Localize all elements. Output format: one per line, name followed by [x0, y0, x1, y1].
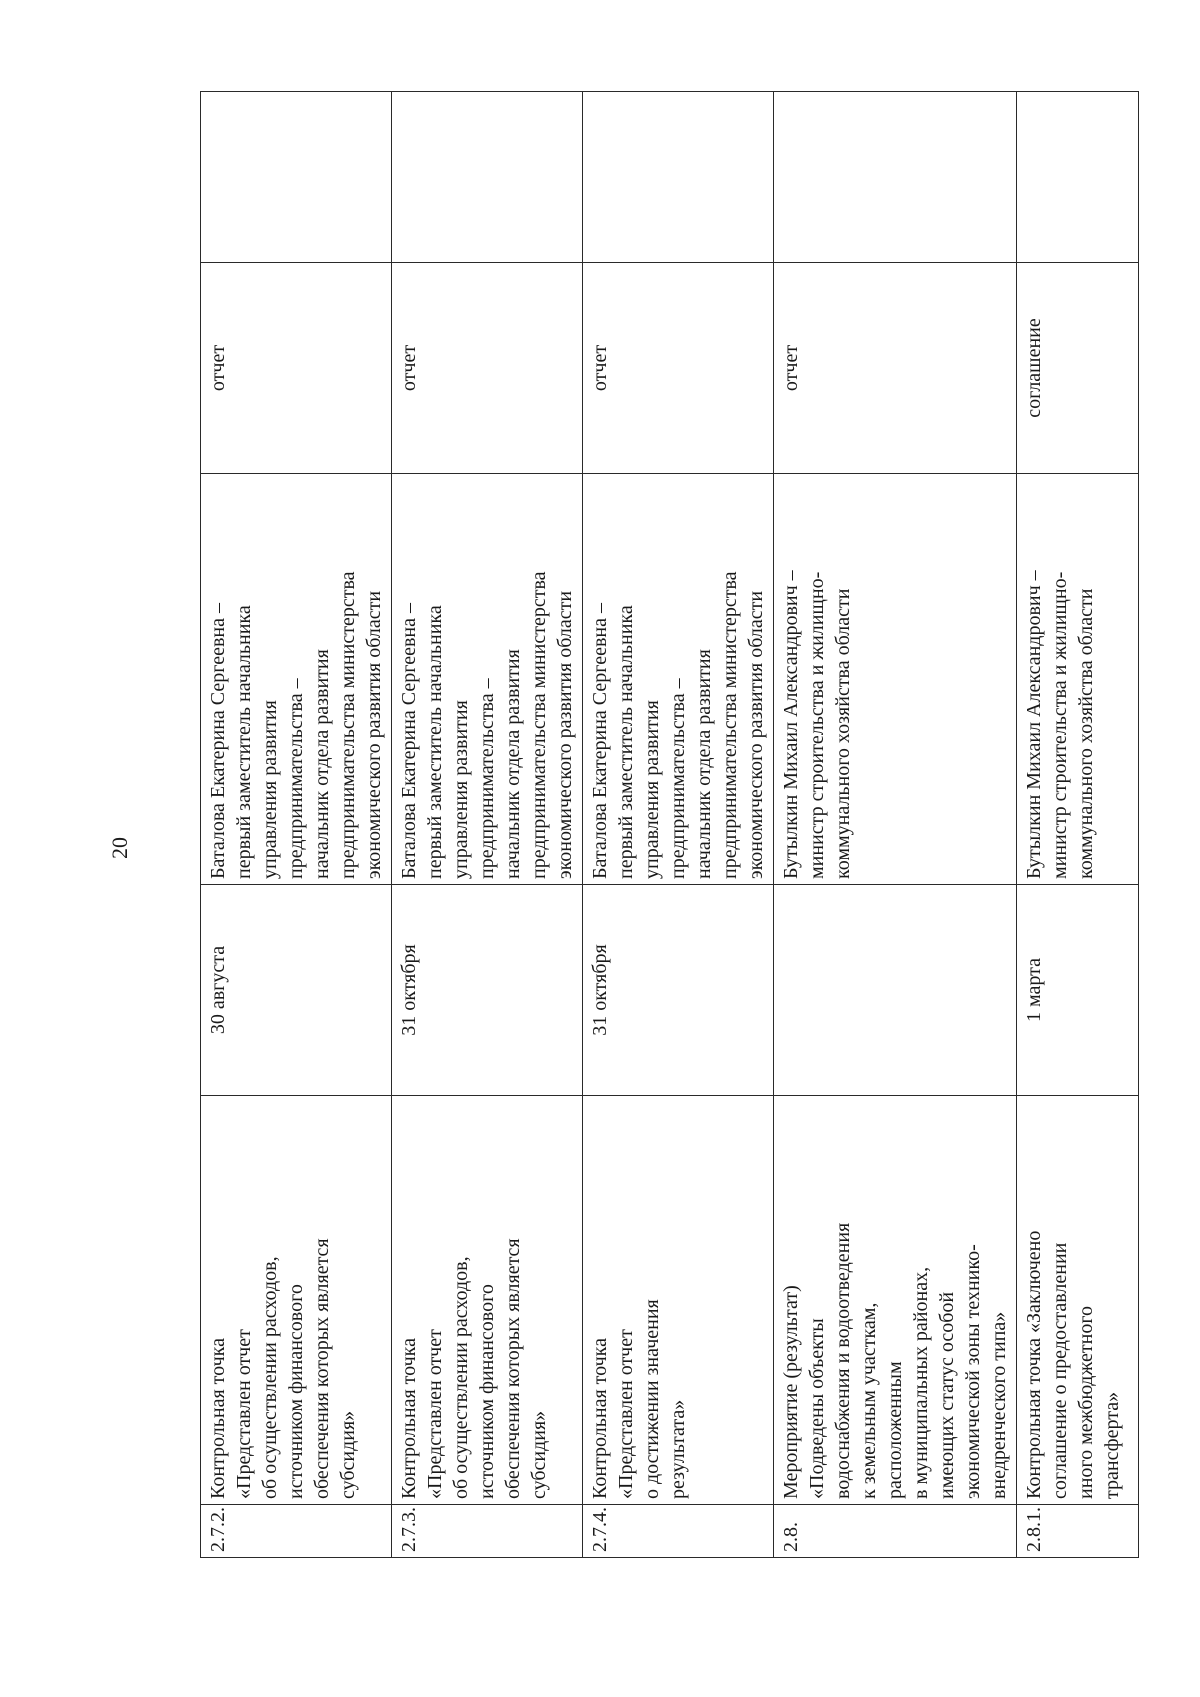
empty-cell: [774, 92, 1017, 263]
responsible-line: Баталова Екатерина Сергеевна –: [398, 603, 420, 879]
event-name-line: источником финансового: [476, 1284, 498, 1499]
event-name-line: «Представлен отчет: [615, 1329, 637, 1499]
table-row: [774, 92, 1017, 1558]
event-name-line: субсидия»: [528, 1410, 550, 1499]
event-name-line: «Представлен отчет: [424, 1329, 446, 1499]
event-name-line: в муниципальных районах,: [910, 1266, 932, 1499]
responsible-line: Бутылкин Михаил Александрович –: [780, 570, 802, 879]
event-name-line: «Подведены объекты: [806, 1318, 828, 1499]
event-name-line: Контрольная точка: [398, 1338, 420, 1499]
responsible-line: министр строительства и жилищно-: [1049, 571, 1071, 879]
responsible-cell: [392, 474, 583, 885]
event-name-cell: [1017, 1096, 1139, 1505]
responsible-line: предпринимательства министерства: [528, 571, 550, 879]
event-name-cell: [201, 1096, 392, 1505]
event-name-line: к земельным участкам,: [858, 1302, 880, 1499]
event-name-line: расположенным: [884, 1361, 906, 1499]
event-name-line: источником финансового: [285, 1284, 307, 1499]
responsible-cell: [774, 474, 1017, 885]
event-name-line: Мероприятие (результат): [780, 1285, 802, 1499]
deadline-date: 1 марта: [1017, 885, 1139, 1096]
document-type: отчет: [583, 263, 774, 474]
document-type: отчет: [774, 263, 1017, 474]
responsible-line: экономического развития области: [745, 590, 767, 879]
empty-cell: [1017, 92, 1139, 263]
responsible-line: управления развития: [259, 700, 281, 879]
event-name-line: соглашение о предоставлении: [1049, 1242, 1071, 1499]
event-name-line: имеющих статус особой: [936, 1291, 958, 1499]
responsible-line: предпринимательства –: [285, 678, 307, 879]
event-name-line: иного межбюджетного: [1075, 1305, 1097, 1499]
responsible-cell: [1017, 474, 1139, 885]
responsible-line: Баталова Екатерина Сергеевна –: [589, 603, 611, 879]
event-name-cell: [583, 1096, 774, 1505]
responsible-line: начальник отдела развития: [311, 649, 333, 879]
event-name-line: экономической зоны технико-: [962, 1244, 984, 1499]
event-name-line: о достижении значения: [641, 1299, 663, 1499]
deadline-date: 31 октября: [392, 885, 583, 1096]
event-name-line: об осуществлении расходов,: [259, 1256, 281, 1499]
responsible-line: первый заместитель начальника: [424, 605, 446, 879]
responsible-cell: [201, 474, 392, 885]
event-name-line: Контрольная точка: [207, 1338, 229, 1499]
event-name-line: «Представлен отчет: [233, 1329, 255, 1499]
table-row: [201, 92, 392, 1558]
deadline-date: 30 августа: [201, 885, 392, 1096]
empty-cell: [201, 92, 392, 263]
responsible-line: министр строительства и жилищно-: [806, 571, 828, 879]
responsible-line: экономического развития области: [363, 590, 385, 879]
event-name-line: об осуществлении расходов,: [450, 1256, 472, 1499]
event-name-line: результата»: [667, 1399, 689, 1499]
responsible-line: предпринимательства министерства: [337, 571, 359, 879]
empty-cell: [392, 92, 583, 263]
responsible-line: предпринимательства министерства: [719, 571, 741, 879]
event-name-cell: [774, 1096, 1017, 1505]
row-number: 2.8.1.: [1017, 1505, 1139, 1558]
row-number: 2.7.4.: [583, 1505, 774, 1558]
table-row: [1017, 92, 1139, 1558]
document-type: отчет: [392, 263, 583, 474]
table-rotation-wrapper: [200, 158, 1123, 1558]
responsible-line: предпринимательства –: [476, 678, 498, 879]
responsible-line: коммунального хозяйства области: [1075, 588, 1097, 879]
event-name-line: обеспечения которых является: [502, 1238, 524, 1499]
responsible-line: первый заместитель начальника: [233, 605, 255, 879]
event-name-line: Контрольная точка: [589, 1338, 611, 1499]
table-row: [392, 92, 583, 1558]
row-number: 2.8.: [774, 1505, 1017, 1558]
deadline-date: [774, 885, 1017, 1096]
responsible-line: первый заместитель начальника: [615, 605, 637, 879]
row-number: 2.7.3.: [392, 1505, 583, 1558]
responsible-line: начальник отдела развития: [502, 649, 524, 879]
empty-cell: [583, 92, 774, 263]
document-type: соглашение: [1017, 263, 1139, 474]
document-type: отчет: [201, 263, 392, 474]
page-number: 20: [107, 837, 132, 859]
responsible-line: Бутылкин Михаил Александрович –: [1023, 570, 1045, 879]
responsible-line: Баталова Екатерина Сергеевна –: [207, 603, 229, 879]
responsible-line: управления развития: [450, 700, 472, 879]
responsible-cell: [583, 474, 774, 885]
event-name-line: водоснабжения и водоотведения: [832, 1222, 854, 1499]
event-name-line: внедренческого типа»: [988, 1311, 1010, 1499]
row-number: 2.7.2.: [201, 1505, 392, 1558]
plan-table: [200, 91, 1139, 1558]
responsible-line: управления развития: [641, 700, 663, 879]
responsible-line: экономического развития области: [554, 590, 576, 879]
responsible-line: предпринимательства –: [667, 678, 689, 879]
table-row: [583, 92, 774, 1558]
responsible-line: коммунального хозяйства области: [832, 588, 854, 879]
event-name-line: Контрольная точка «Заключено: [1023, 1230, 1045, 1499]
responsible-line: начальник отдела развития: [693, 649, 715, 879]
event-name-line: обеспечения которых является: [311, 1238, 333, 1499]
event-name-line: трансферта»: [1101, 1391, 1123, 1499]
event-name-cell: [392, 1096, 583, 1505]
event-name-line: субсидия»: [337, 1410, 359, 1499]
deadline-date: 31 октября: [583, 885, 774, 1096]
